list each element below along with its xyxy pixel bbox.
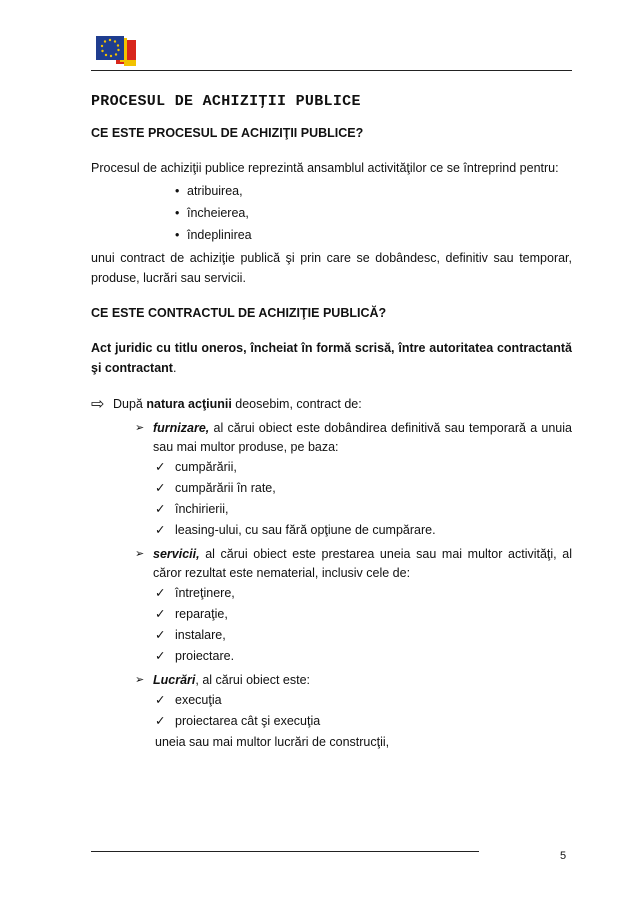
list-item: • îndeplinirea — [91, 224, 572, 246]
lucrari-tail-text: uneia sau mai multor lucrări de construcţii, — [155, 735, 390, 749]
list-item: ✓ proiectarea cât şi execuţia — [91, 711, 572, 732]
page-title: PROCESUL DE ACHIZIŢII PUBLICE — [91, 93, 361, 110]
document-body — [91, 93, 572, 753]
list-item: ✓ închirierii, — [91, 499, 572, 520]
footer-rule — [91, 851, 479, 852]
list-item: • atribuirea, — [91, 180, 572, 202]
question-heading-2: CE ESTE CONTRACTUL DE ACHIZIŢIE PUBLICĂ? — [91, 306, 387, 320]
bullet-icon: • — [175, 228, 180, 242]
list-item: ✓ leasing-ului, cu sau fără opţiune de cumpărare. — [91, 520, 572, 541]
list-item: ✓ reparaţie, — [91, 604, 572, 625]
checkmark-icon: ✓ — [155, 481, 166, 495]
bullet-icon: • — [175, 184, 180, 198]
list-item: ✓ întreţinere, — [91, 583, 572, 604]
bullet-icon: • — [175, 206, 180, 220]
checkmark-icon: ✓ — [155, 693, 166, 707]
checkmark-icon: ✓ — [155, 628, 166, 642]
list-item: ✓ instalare, — [91, 625, 572, 646]
arrowhead-bullet-icon: ➢ — [135, 674, 145, 686]
header-rule — [91, 70, 572, 71]
page-number: 5 — [560, 850, 567, 862]
list-item: ✓ proiectare. — [91, 646, 572, 667]
arrowhead-bullet-icon: ➢ — [135, 548, 145, 560]
checkmark-icon: ✓ — [155, 714, 166, 728]
contract-type-furnizare: ➢ furnizare, al cărui obiect este dobândirea definitivă sau temporară a unuia sau mai multor produse, pe baza: — [135, 421, 572, 454]
types-intro: ⇨ După natura acţiunii deosebim, contract de: — [91, 396, 362, 413]
paragraph-intro: Procesul de achiziţii publice reprezintă ansamblul activităţilor ce se întreprind pentru: — [91, 161, 559, 175]
arrowhead-bullet-icon: ➢ — [135, 422, 145, 434]
checkmark-icon: ✓ — [155, 502, 166, 516]
list-item: • încheierea, — [91, 202, 572, 224]
contract-type-lucrari: ➢ Lucrări, al cărui obiect este: — [91, 671, 572, 690]
contract-type-servicii: ➢ servicii, al cărui obiect este prestarea uneia sau mai multor activităţi, al căror rezultat este nematerial, inclusiv cele de: — [135, 547, 572, 580]
checkmark-icon: ✓ — [155, 523, 166, 537]
list-item: ✓ cumpărării, — [91, 457, 572, 478]
checkmark-icon: ✓ — [155, 460, 166, 474]
list-item: ✓ cumpărării în rate, — [91, 478, 572, 499]
question-heading-1: CE ESTE PROCESUL DE ACHIZIŢII PUBLICE? — [91, 126, 364, 140]
arrow-right-icon: ⇨ — [91, 396, 105, 413]
checkmark-icon: ✓ — [155, 649, 166, 663]
eu-flag-logo — [96, 34, 136, 68]
paragraph-contract: unui contract de achiziţie publică şi prin care se dobândesc, definitiv sau temporar, produse, lucrări sau servicii. — [91, 251, 572, 285]
checkmark-icon: ✓ — [155, 607, 166, 621]
list-item: ✓ execuţia — [91, 690, 572, 711]
checkmark-icon: ✓ — [155, 586, 166, 600]
bullet-list — [91, 180, 572, 246]
definition-text: Act juridic cu titlu oneros, încheiat în formă scrisă, între autoritatea contractantă şi contractant. — [91, 341, 572, 375]
